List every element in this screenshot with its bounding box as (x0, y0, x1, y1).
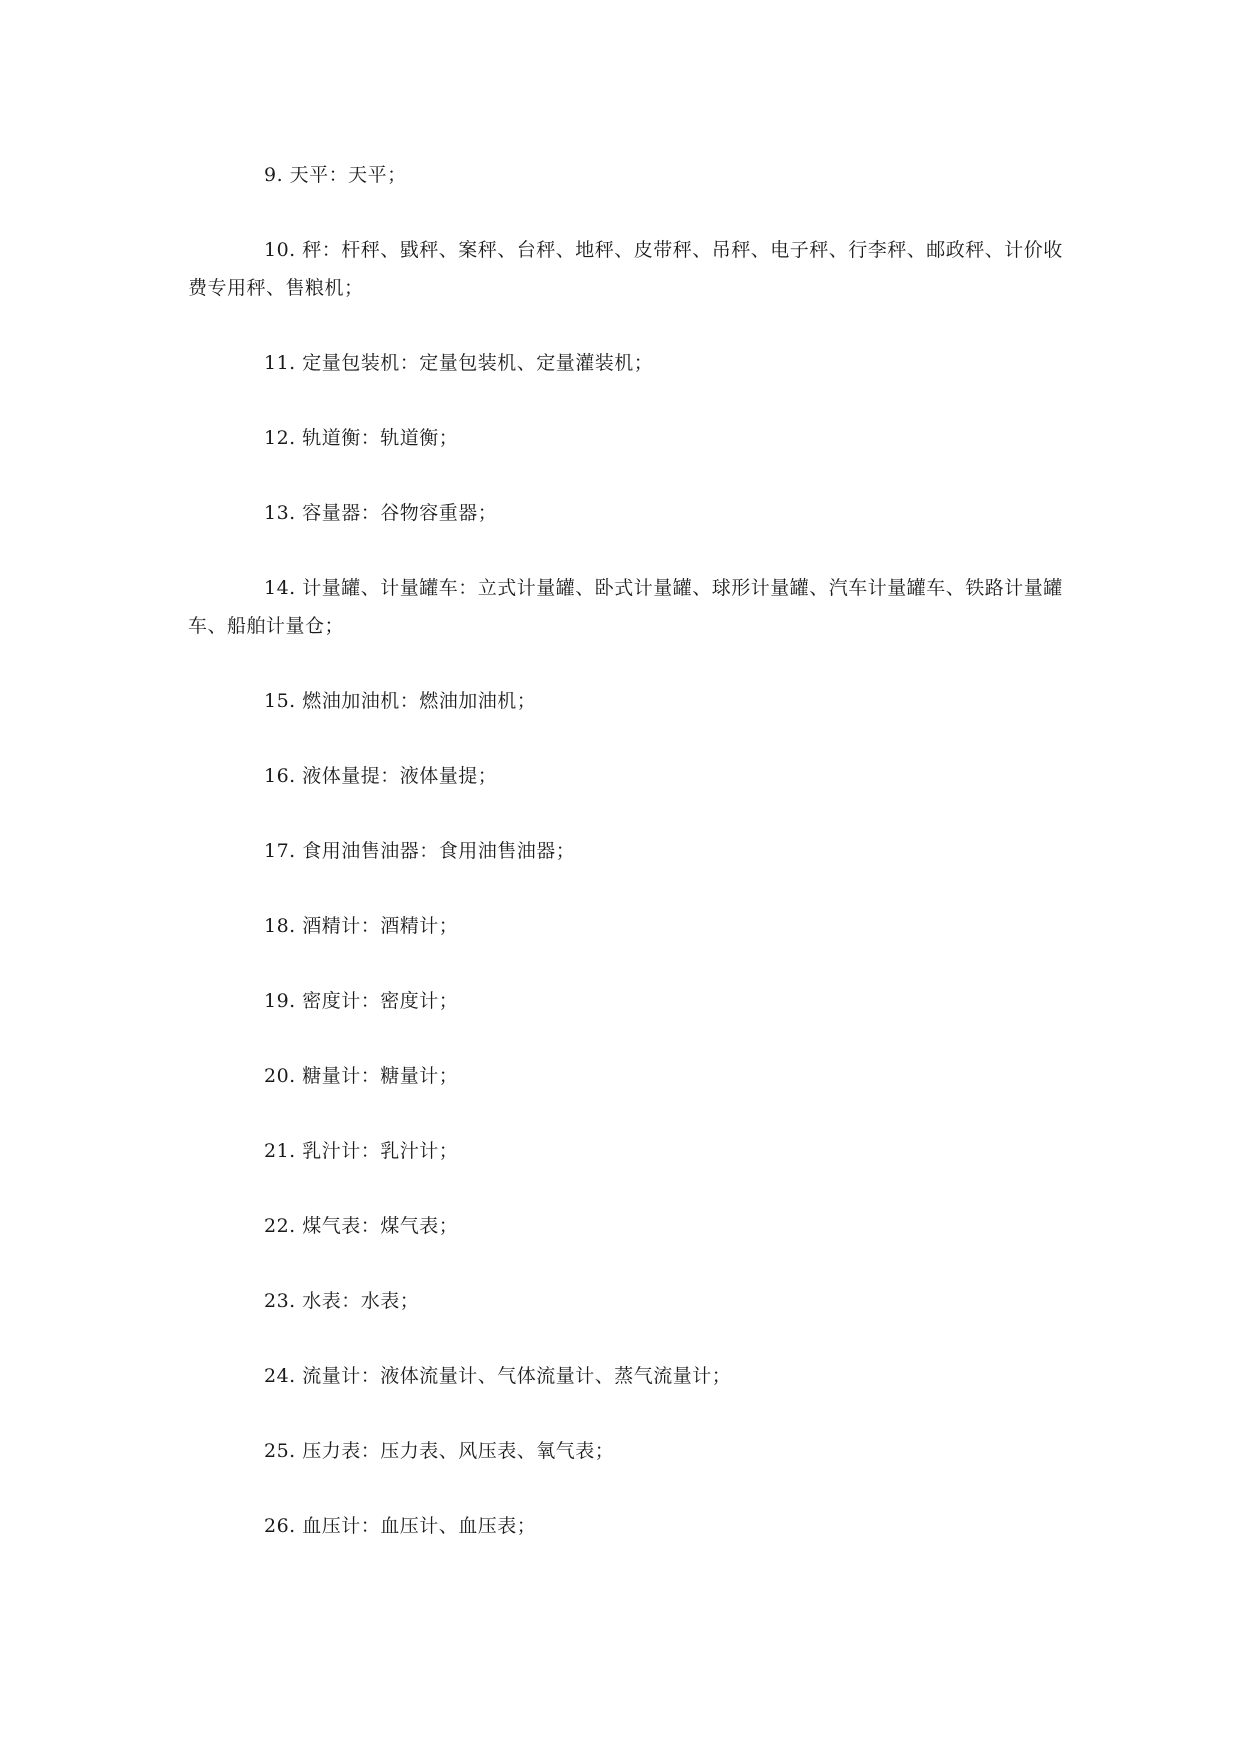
list-item-13: 13. 容量器：谷物容重器； (264, 502, 498, 524)
list-item-21: 21. 乳汁计：乳汁计； (264, 1140, 459, 1162)
list-item-26: 26. 血压计：血压计、血压表； (264, 1515, 537, 1537)
list-item-17: 17. 食用油售油器：食用油售油器； (264, 840, 576, 862)
list-item-15: 15. 燃油加油机：燃油加油机； (264, 690, 537, 712)
list-item-23: 23. 水表：水表； (264, 1290, 420, 1312)
list-item-14: 14. 计量罐、计量罐车：立式计量罐、卧式计量罐、球形计量罐、汽车计量罐车、铁路计量罐车、船舶计量仓； (188, 577, 1063, 637)
list-item-25: 25. 压力表：压力表、风压表、氧气表； (264, 1440, 615, 1462)
list-item-16: 16. 液体量提：液体量提； (264, 765, 498, 787)
list-item-11: 11. 定量包装机：定量包装机、定量灌装机； (264, 352, 654, 374)
list-item-22: 22. 煤气表：煤气表； (264, 1215, 459, 1237)
list-item-19: 19. 密度计：密度计； (264, 990, 459, 1012)
instrument-list (188, 156, 1068, 1582)
list-item-10: 10. 秤：杆秤、戥秤、案秤、台秤、地秤、皮带秤、吊秤、电子秤、行李秤、邮政秤、计价收费专用秤、售粮机； (188, 239, 1063, 299)
list-item-24: 24. 流量计：液体流量计、气体流量计、蒸气流量计； (264, 1365, 732, 1387)
list-item-12: 12. 轨道衡：轨道衡； (264, 427, 459, 449)
list-item-20: 20. 糖量计：糖量计； (264, 1065, 459, 1087)
list-item-9: 9. 天平：天平； (264, 164, 407, 186)
list-item-18: 18. 酒精计：酒精计； (264, 915, 459, 937)
